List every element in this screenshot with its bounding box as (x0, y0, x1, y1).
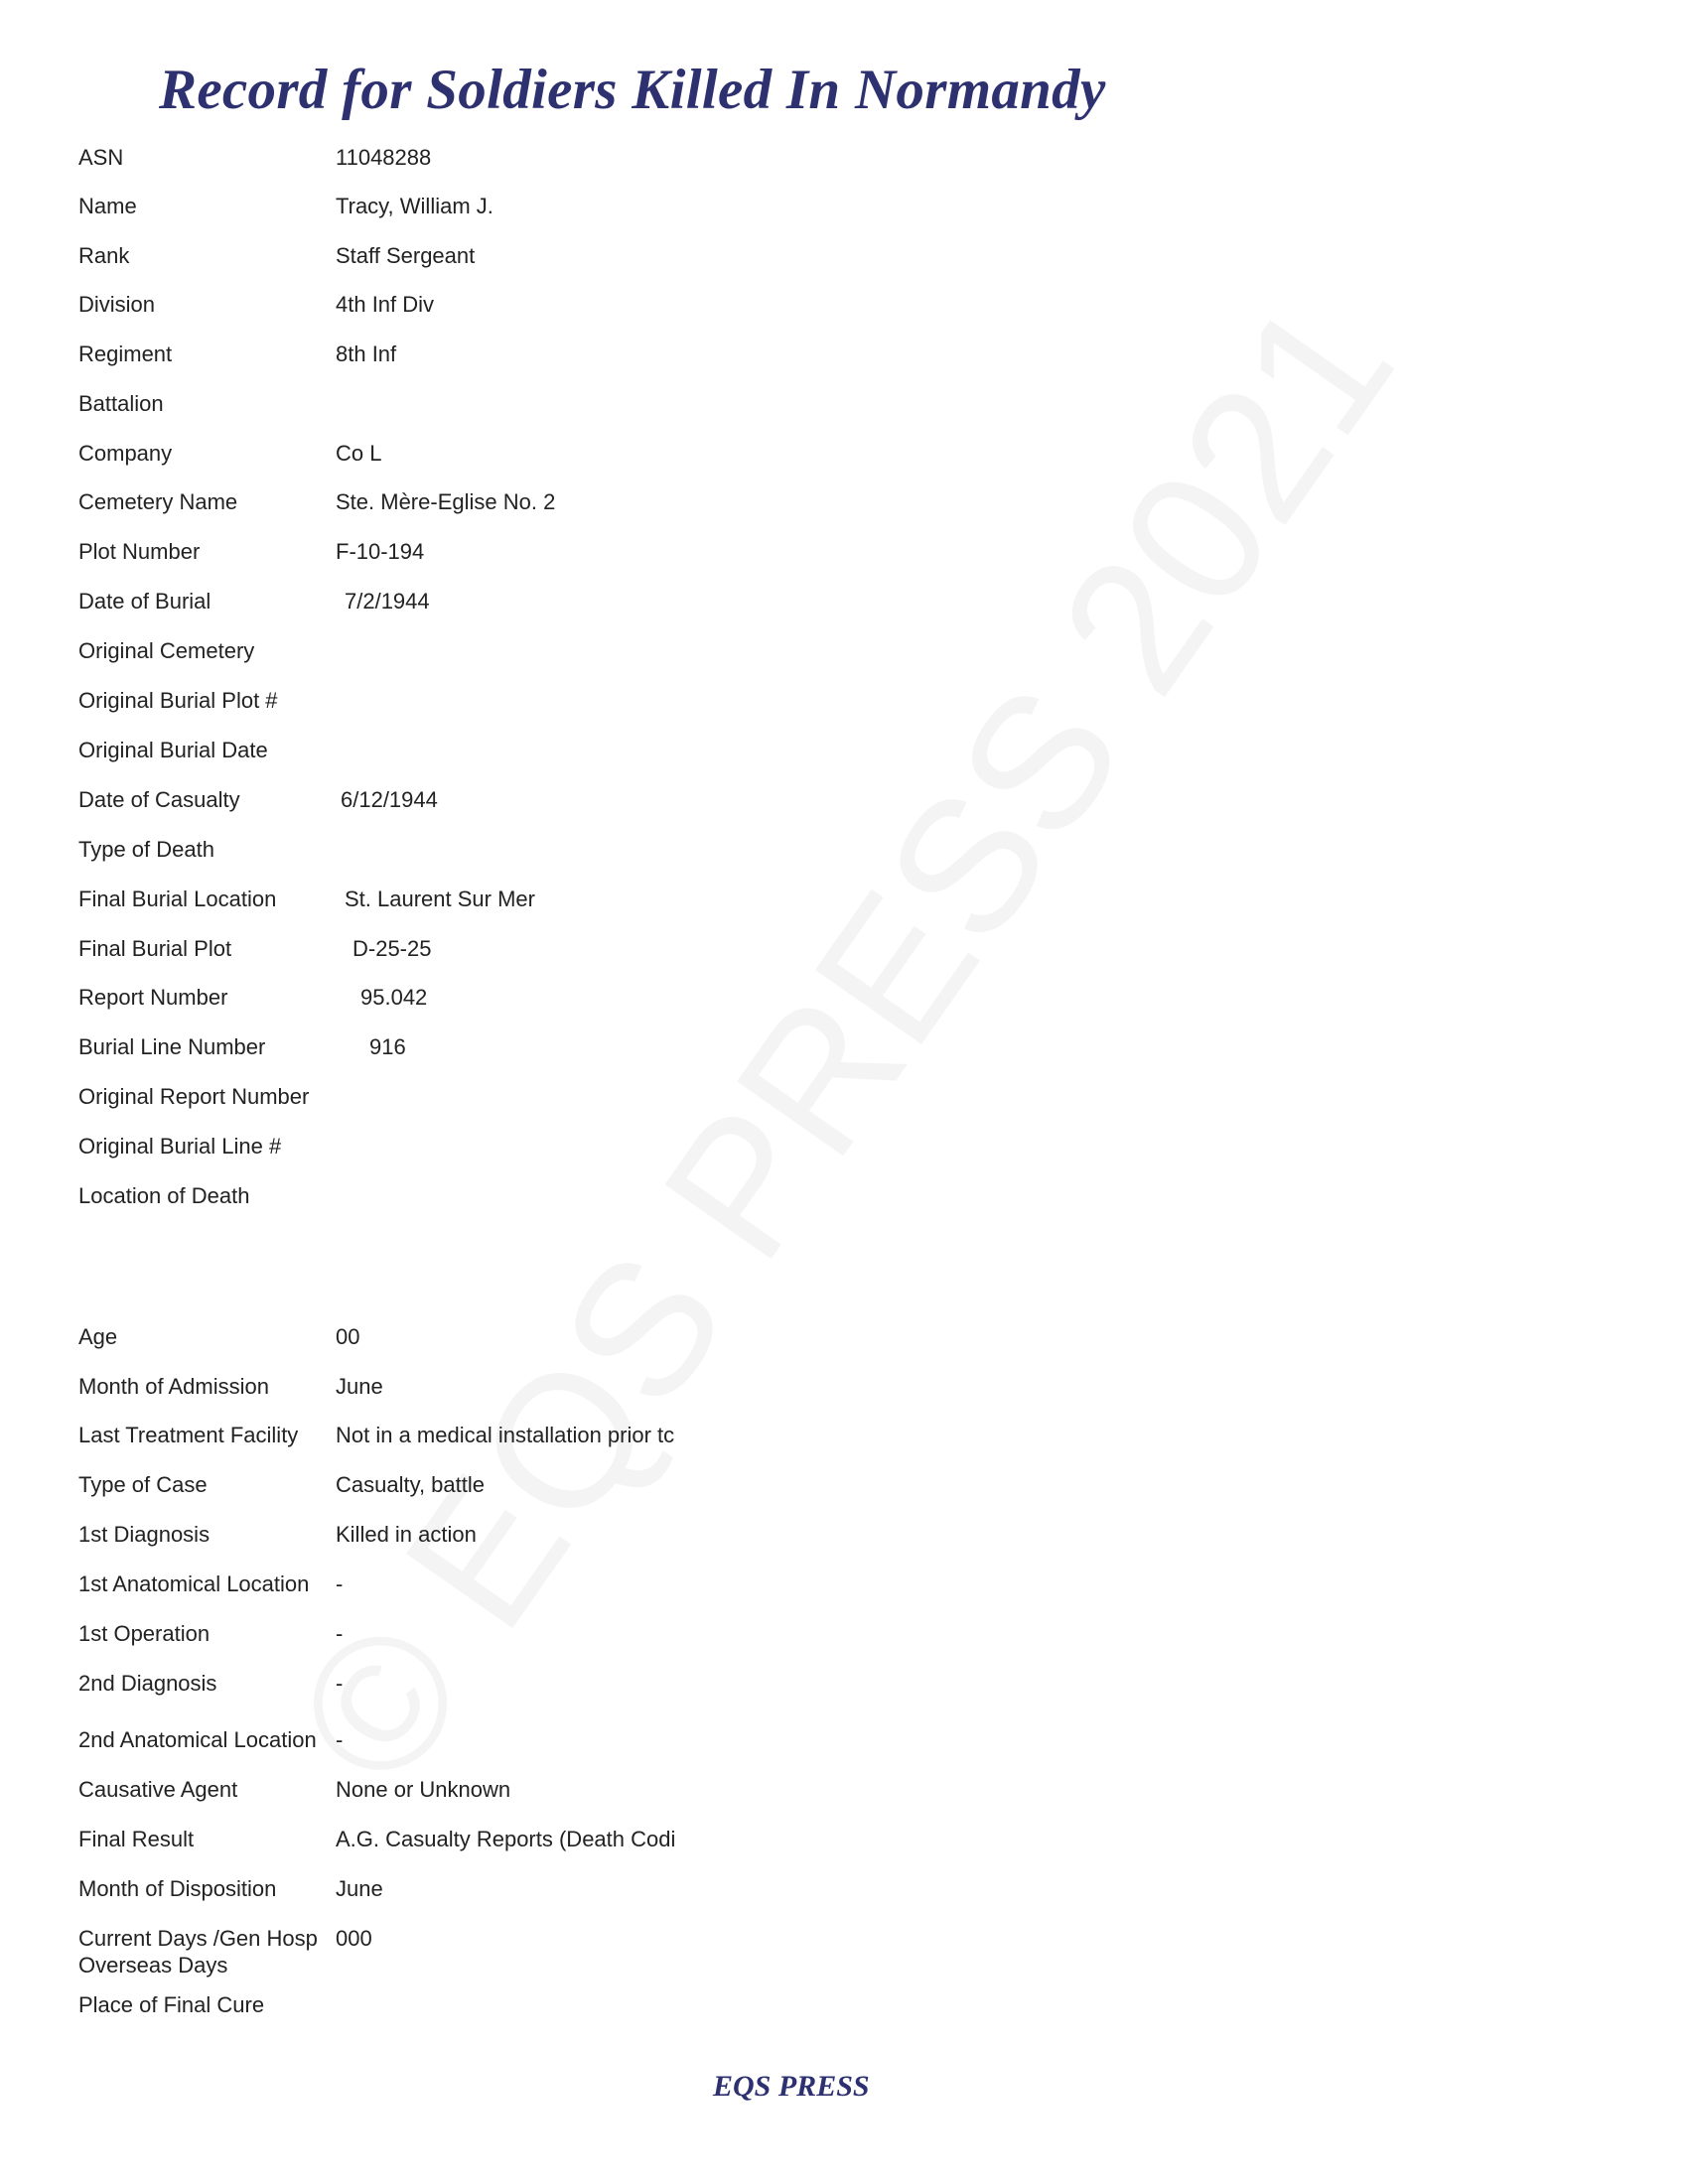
field-label: Date of Burial (78, 589, 211, 614)
field-value: St. Laurent Sur Mer (345, 887, 535, 911)
field-value: June (336, 1374, 383, 1399)
field-label: Original Report Number (78, 1084, 310, 1109)
field-label: Name (78, 194, 137, 218)
medical-row-1st-anatomical-location (0, 1570, 755, 1610)
record-row-original-burial-date (0, 737, 755, 776)
record-row-original-burial-line (0, 1133, 755, 1172)
medical-row-final-result (0, 1826, 755, 1865)
field-label: Final Burial Location (78, 887, 277, 911)
field-label: 2nd Diagnosis (78, 1671, 217, 1696)
field-value: F-10-194 (336, 539, 425, 564)
record-row-name (0, 193, 755, 232)
field-value: D-25-25 (352, 936, 432, 961)
field-label: 1st Anatomical Location (78, 1571, 310, 1596)
record-row-asn (0, 144, 755, 184)
field-value: 8th Inf (336, 341, 397, 366)
field-value: 7/2/1944 (345, 589, 430, 614)
page-title: Record for Soldiers Killed In Normandy (159, 59, 1106, 121)
medical-row-current-days (0, 1925, 755, 1984)
field-label: Plot Number (78, 539, 201, 564)
medical-row-1st-diagnosis (0, 1521, 755, 1561)
field-label: Rank (78, 243, 130, 268)
record-row-original-cemetery (0, 637, 755, 677)
field-value: 11048288 (336, 145, 432, 170)
field-label: Date of Casualty (78, 787, 240, 812)
record-row-plot-number (0, 538, 755, 578)
field-label: Type of Case (78, 1472, 208, 1497)
field-label: Type of Death (78, 837, 214, 862)
field-value: Tracy, William J. (336, 194, 493, 218)
field-label: Original Cemetery (78, 638, 255, 663)
field-label: Current Days /Gen Hosp (78, 1926, 318, 1951)
field-label: Division (78, 292, 156, 317)
record-row-type-of-death (0, 836, 755, 876)
record-row-cemetery-name (0, 488, 755, 528)
field-value: - (336, 1727, 344, 1752)
field-label: Last Treatment Facility (78, 1423, 299, 1447)
field-label: Cemetery Name (78, 489, 238, 514)
field-label: Burial Line Number (78, 1034, 266, 1059)
medical-row-last-treatment-facility (0, 1422, 755, 1461)
field-label: Month of Admission (78, 1374, 269, 1399)
medical-row-month-of-admission (0, 1373, 755, 1413)
field-label-line2: Overseas Days (78, 1953, 228, 1978)
field-value: June (336, 1876, 383, 1901)
field-label: Final Result (78, 1827, 195, 1851)
field-value: Casualty, battle (336, 1472, 486, 1497)
record-row-original-report-number (0, 1083, 755, 1123)
field-value: 4th Inf Div (336, 292, 435, 317)
field-value: Staff Sergeant (336, 243, 476, 268)
field-label: Report Number (78, 985, 228, 1010)
record-row-company (0, 440, 755, 479)
footer-publisher: EQS PRESS (713, 2070, 870, 2103)
field-label: Original Burial Plot # (78, 688, 278, 713)
field-label: Place of Final Cure (78, 1992, 265, 2017)
medical-row-2nd-diagnosis (0, 1670, 755, 1709)
field-value: 95.042 (360, 985, 428, 1010)
field-label: Causative Agent (78, 1777, 238, 1802)
record-row-date-of-casualty (0, 786, 755, 826)
record-row-burial-line-number (0, 1033, 755, 1073)
medical-row-type-of-case (0, 1471, 755, 1511)
field-label: ASN (78, 145, 124, 170)
field-label: Original Burial Date (78, 738, 268, 762)
field-label: Final Burial Plot (78, 936, 232, 961)
medical-row-month-of-disposition (0, 1875, 755, 1915)
field-value: 00 (336, 1324, 360, 1349)
field-value: Co L (336, 441, 382, 466)
field-value: Killed in action (336, 1522, 477, 1547)
medical-row-age (0, 1323, 755, 1363)
medical-row-1st-operation (0, 1620, 755, 1660)
field-value: - (336, 1621, 344, 1646)
medical-row-causative-agent (0, 1776, 755, 1816)
record-row-rank (0, 242, 755, 282)
field-value: A.G. Casualty Reports (Death Codi (336, 1827, 676, 1851)
field-label: Age (78, 1324, 118, 1349)
field-value: Ste. Mère-Eglise No. 2 (336, 489, 556, 514)
record-row-report-number (0, 984, 755, 1024)
medical-row-2nd-anatomical-location (0, 1726, 755, 1766)
field-value: Not in a medical installation prior tc (336, 1423, 675, 1447)
record-row-division (0, 291, 755, 331)
field-value: None or Unknown (336, 1777, 511, 1802)
field-label: Company (78, 441, 173, 466)
record-row-final-burial-location (0, 886, 755, 925)
field-value: - (336, 1671, 344, 1696)
field-value: 6/12/1944 (341, 787, 438, 812)
record-row-date-of-burial (0, 588, 755, 627)
field-label: 2nd Anatomical Location (78, 1727, 317, 1752)
field-label: Month of Disposition (78, 1876, 277, 1901)
medical-row-place-of-final-cure (0, 1991, 755, 2031)
record-row-location-of-death (0, 1182, 755, 1222)
record-row-original-burial-plot (0, 687, 755, 727)
record-row-battalion (0, 390, 755, 430)
field-label: 1st Diagnosis (78, 1522, 211, 1547)
field-label: Battalion (78, 391, 164, 416)
field-label: Location of Death (78, 1183, 250, 1208)
field-value: 000 (336, 1926, 372, 1951)
record-row-final-burial-plot (0, 935, 755, 975)
record-row-regiment (0, 341, 755, 380)
field-value: 916 (369, 1034, 406, 1059)
field-label: Regiment (78, 341, 173, 366)
field-value: - (336, 1571, 344, 1596)
field-label: Original Burial Line # (78, 1134, 282, 1159)
field-label: 1st Operation (78, 1621, 211, 1646)
